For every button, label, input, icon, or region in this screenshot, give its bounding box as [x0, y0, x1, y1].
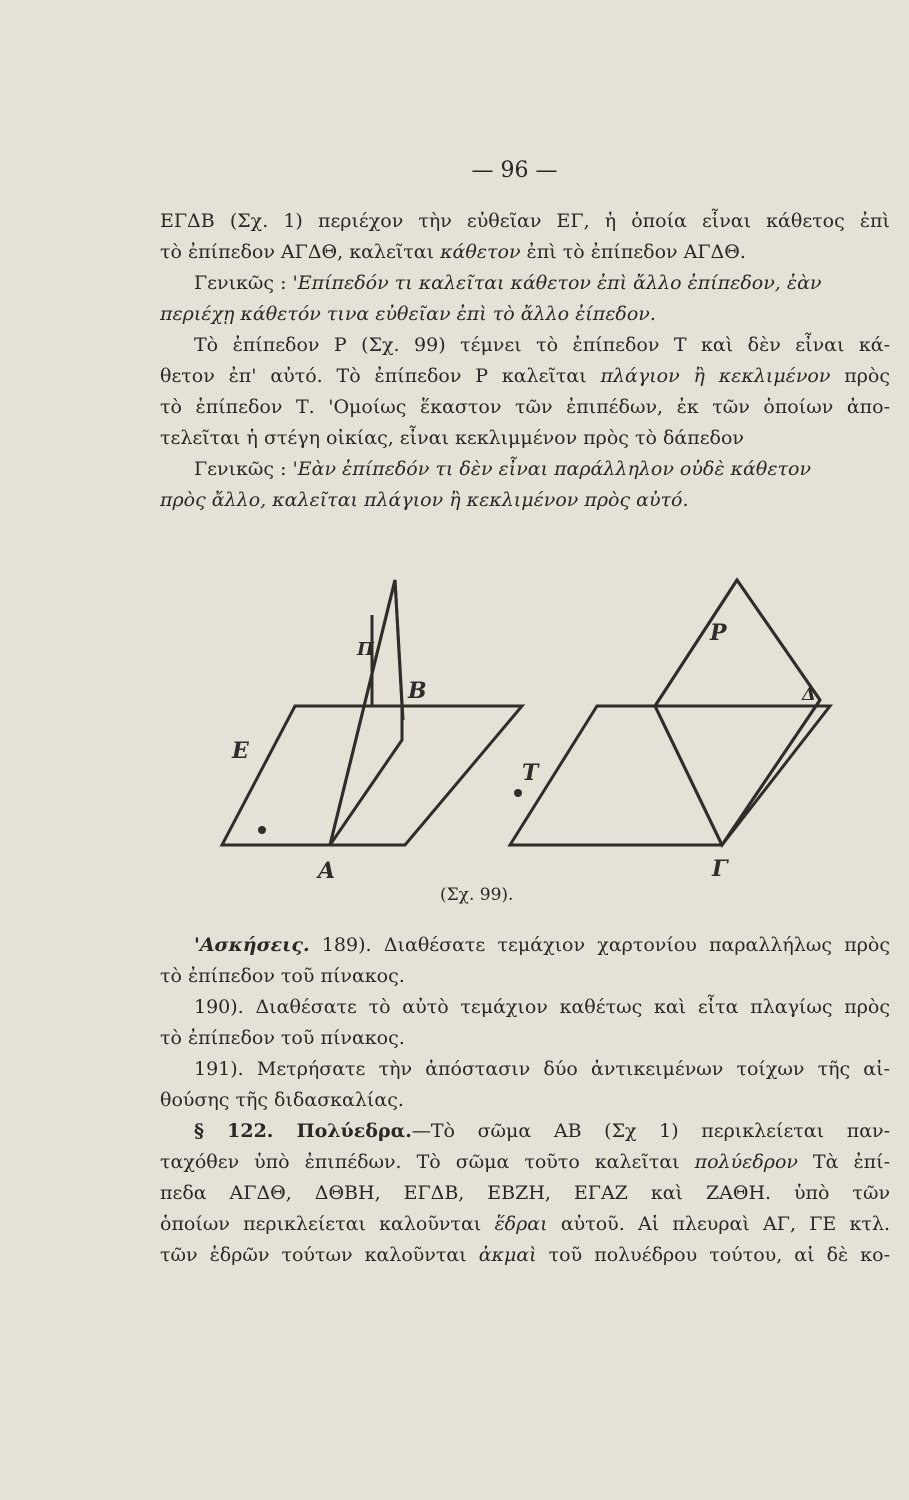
section-heading: § 122. Πολύεδρα. — [194, 1120, 412, 1142]
para1-text: τὸ ἐπίπεδον ΑΓΔΘ, καλεῖται — [160, 241, 441, 263]
exercise-189-line1 — [160, 930, 890, 961]
exercise-189-line2: τὸ ἐπίπεδον τοῦ πίνακος. — [160, 965, 405, 987]
right-plane-edge-4 — [722, 700, 820, 845]
exercise-190-line2: τὸ ἐπίπεδον τοῦ πίνακος. — [160, 1027, 405, 1049]
section-l4-end: αὐτοῦ. Αἱ πλευραὶ ΑΓ, ΓΕ κτλ. — [547, 1213, 890, 1235]
left-plane-edge-2 — [395, 580, 403, 720]
right-inclined-plane — [655, 580, 820, 845]
exercises-heading: 'Ασκήσεις. — [194, 934, 310, 956]
exercise-190-line1: 190). Διαθέσατε τὸ αὐτὸ τεμάχιον καθέτως καὶ εἶτα πλαγίως πρὸς — [194, 996, 890, 1018]
label-P: Ρ — [710, 620, 727, 646]
para3-text-end: πρὸς — [830, 365, 890, 387]
label-E: Ε — [232, 738, 249, 764]
exercise-191-line2: θούσης τῆς διδασκαλίας. — [160, 1089, 404, 1111]
section-l2-text: ταχόθεν ὑπὸ ἐπιπέδων. Τὸ σῶμα τοῦτο καλεῖται — [160, 1151, 695, 1173]
right-plane-edge-3 — [655, 706, 722, 845]
section-line1 — [160, 1116, 890, 1147]
section-line5 — [160, 1240, 890, 1271]
right-point — [514, 789, 522, 797]
para3-line4: τελεῖται ἡ στέγη οἰκίας, εἶναι κεκλιμμένον πρὸς τὸ δάπεδον — [160, 427, 744, 449]
label-D: Δ — [802, 684, 816, 705]
para2-lead: Γενικῶς : — [194, 272, 293, 294]
section-l5-italic: ἀκμαὶ — [478, 1244, 537, 1266]
section-l2-end: Τὰ ἐπί- — [797, 1151, 890, 1173]
text-block-bottom — [160, 930, 890, 1271]
left-plane-edge — [330, 580, 395, 845]
para4-lead: Γενικῶς : — [194, 458, 293, 480]
para2-line2: περιέχῃ κάθετόν τινα εὐθεῖαν ἐπὶ τὸ ἄλλο ἐίπεδον. — [160, 303, 656, 325]
para3-text: θετον ἐπ' αὐτό. Τὸ ἐπίπεδον Ρ καλεῖται — [160, 365, 601, 387]
para1-line1: ΕΓΔΒ (Σχ. 1) περιέχον τὴν εὐθεῖαν ΕΓ, ἡ ὁποία εἶναι κάθετος ἐπὶ — [160, 210, 890, 232]
exercise-191-line1: 191). Μετρήσατε τὴν ἀπόστασιν δύο ἀντικειμένων τοίχων τῆς αἰ- — [194, 1058, 890, 1080]
para3-italic: πλάγιον ἢ κεκλιμένον — [600, 365, 831, 387]
left-point — [258, 826, 266, 834]
para3-line1: Τὸ ἐπίπεδον Ρ (Σχ. 99) τέμνει τὸ ἐπίπεδον Τ καὶ δὲν εἶναι κά- — [194, 334, 890, 356]
right-horizontal-plane — [510, 706, 830, 845]
label-Pi: Π — [357, 639, 375, 660]
section-l5-end: τοῦ πολυέδρου τούτου, αἱ δὲ κο- — [536, 1244, 891, 1266]
para2-italic: 'Επίπεδόν τι καλεῖται κάθετον ἐπὶ ἄλλο ἐπίπεδον, ἐὰν — [292, 272, 822, 294]
para1-text-end: ἐπὶ τὸ ἐπίπεδον ΑΓΔΘ. — [520, 241, 746, 263]
label-T: Τ — [522, 760, 539, 786]
figure-caption: (Σχ. 99). — [440, 885, 514, 905]
label-B: Β — [408, 678, 427, 704]
section-text: —Τὸ σῶμα ΑΒ (Σχ 1) περικλείεται παν- — [411, 1120, 891, 1142]
para4-italic: 'Εὰν ἐπίπεδόν τι δὲν εἶναι παράλληλον οὐδὲ κάθετον — [292, 458, 812, 480]
section-line3: πεδα ΑΓΔΘ, ΔΘΒΗ, ΕΓΔΒ, ΕΒΖΗ, ΕΓΑΖ καὶ ΖΑΘΗ. ὑπὸ τῶν — [160, 1182, 890, 1204]
para4-line2: πρὸς ἄλλο, καλεῖται πλάγιον ἢ κεκλιμένον πρὸς αὐτό. — [160, 489, 689, 511]
para1-italic: κάθετον — [440, 241, 521, 263]
section-line4 — [160, 1209, 890, 1240]
label-A: Α — [318, 858, 336, 884]
section-l4-italic: ἕδραι — [494, 1213, 548, 1235]
section-l4-text: ὁποίων περικλείεται καλοῦνται — [160, 1213, 495, 1235]
section-l5-text: τῶν ἑδρῶν τούτων καλοῦνται — [160, 1244, 479, 1266]
page-number: — 96 — — [471, 158, 558, 183]
right-plane-edge-2 — [737, 580, 820, 700]
label-G: Γ — [712, 856, 728, 882]
left-horizontal-plane — [222, 706, 522, 845]
exercise-189-text: 189). Διαθέσατε τεμάχιον χαρτονίου παραλλήλως πρὸς — [309, 934, 890, 956]
section-l2-italic: πολύεδρον — [694, 1151, 798, 1173]
para3-line3: τὸ ἐπίπεδον Τ. 'Ομοίως ἕκαστον τῶν ἐπιπέδων, ἐκ τῶν ὁποίων ἀπο- — [160, 396, 890, 418]
section-line2 — [160, 1147, 890, 1178]
